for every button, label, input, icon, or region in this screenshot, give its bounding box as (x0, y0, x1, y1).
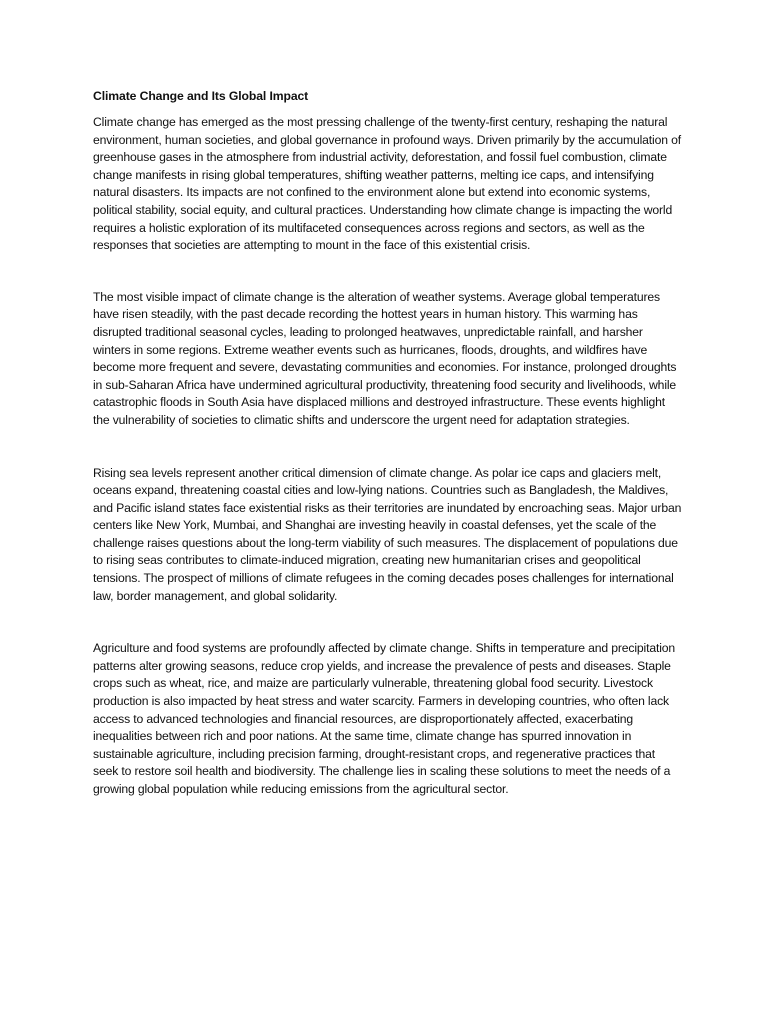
paragraph-agriculture: Agriculture and food systems are profoundly affected by climate change. Shifts in temperature and precipitation patterns alter growing seasons, reduce crop yields, and increase the prevalence of pests and diseases. Staple crops such as wheat, rice, and maize are particularly vulnerable, threatening global food security. Livestock production is also impacted by heat stress and water scarcity. Farmers in developing countries, who often lack access to advanced technologies and financial resources, are disproportionately affected, exacerbating inequalities between rich and poor nations. At the same time, climate change has spurred innovation in sustainable agriculture, including precision farming, drought-resistant crops, and regenerative practices that seek to restore soil health and biodiversity. The challenge lies in scaling these solutions to meet the needs of a growing global population while reducing emissions from the agricultural sector. (93, 641, 676, 796)
paragraph-sea-levels: Rising sea levels represent another critical dimension of climate change. As polar ice caps and glaciers melt, oceans expand, threatening coastal cities and low-lying nations. Countries such as Bangladesh, the Maldives, and Pacific island states face existential risks as their territories are inundated by encroaching seas. Major urban centers like New York, Mumbai, and Shanghai are investing heavily in coastal defenses, yet the scale of the challenge raises questions about the long-term viability of such measures. The displacement of populations due to rising seas contributes to climate-induced migration, creating new humanitarian crises and geopolitical tensions. The prospect of millions of climate refugees in the coming decades poses challenges for international law, border management, and global solidarity. (93, 465, 682, 603)
paragraph-weather-systems: The most visible impact of climate change is the alteration of weather systems. Average global temperatures have risen steadily, with the past decade recording the hottest years in human history. This warming has disrupted traditional seasonal cycles, leading to prolonged heatwaves, unpredictable rainfall, and harsher winters in some regions. Extreme weather events such as hurricanes, floods, droughts, and wildfires have become more frequent and severe, devastating communities and economies. For instance, prolonged droughts in sub-Saharan Africa have undermined agricultural productivity, threatening food security and livelihoods, while catastrophic floods in South Asia have displaced millions and destroyed infrastructure. These events highlight the vulnerability of societies to climatic shifts and underscore the urgent need for adaptation strategies. (93, 289, 677, 427)
document-page (93, 87, 683, 799)
paragraph-introduction: Climate change has emerged as the most pressing challenge of the twenty-first century, reshaping the natural environment, human societies, and global governance in profound ways. Driven primarily by the accumulation of greenhouse gases in the atmosphere from industrial activity, deforestation, and fossil fuel combustion, climate change manifests in rising global temperatures, shifting weather patterns, melting ice caps, and intensifying natural disasters. Its impacts are not confined to the environment alone but extend into economic systems, political stability, social equity, and cultural practices. Understanding how climate change is impacting the world requires a holistic exploration of its multifaceted consequences across regions and sectors, as well as the responses that societies are attempting to mount in the face of this existential crisis. (93, 115, 681, 253)
document-title: Climate Change and Its Global Impact (93, 89, 309, 103)
